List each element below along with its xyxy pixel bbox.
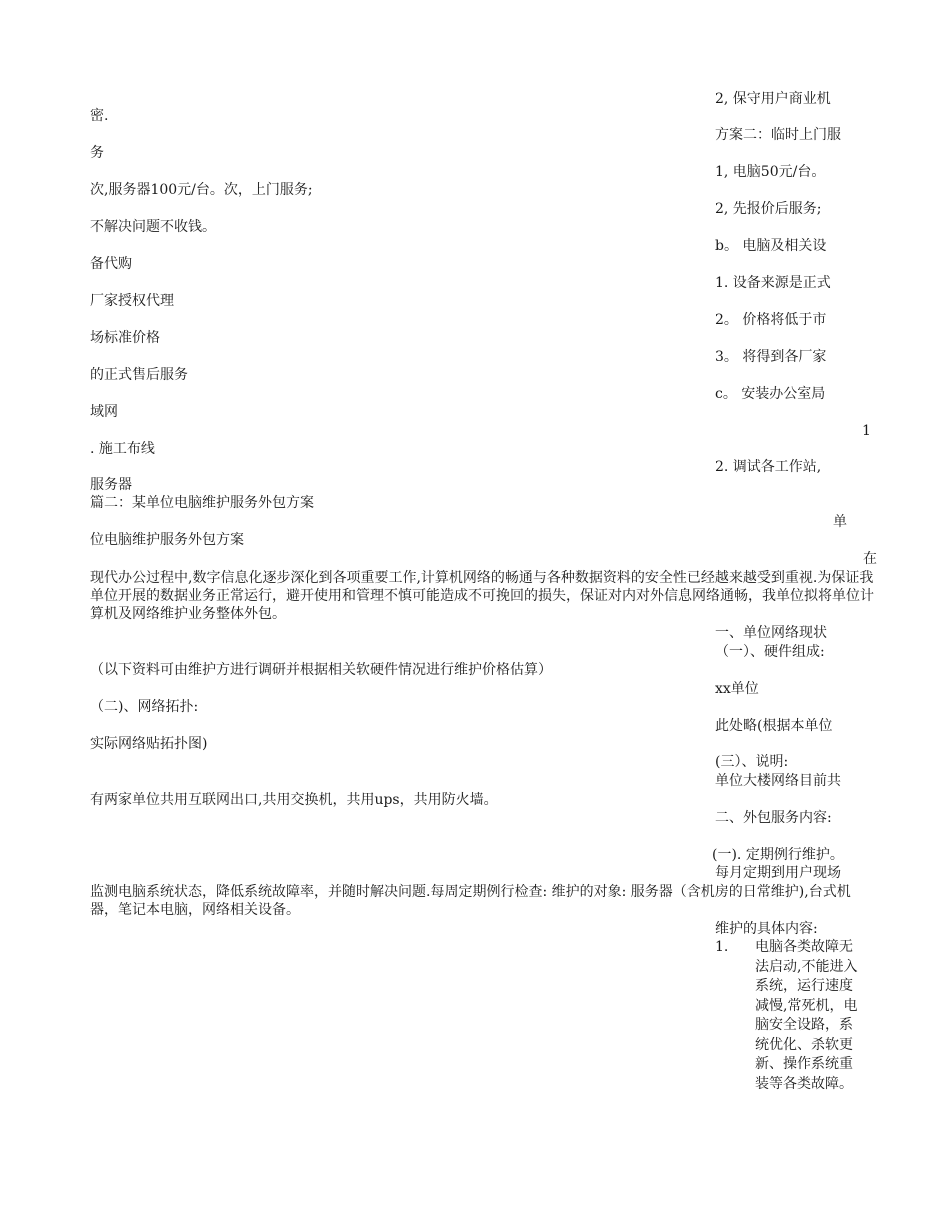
left-line-8: 的正式售后服务 [90,367,188,383]
left-line-11: 服务器 [90,477,132,493]
right-line-1: 2, 保守用户商业机 [715,91,831,107]
right-line-4: 2, 先报价后服务; [715,201,822,217]
left-line-10: . 施工布线 [90,441,155,457]
omitted-line: 此处略(根据本单位 [715,718,833,734]
heading-topology: （二)、网络拓扑: [90,699,199,715]
left-line-7: 场标准价格 [90,330,160,346]
right-line-6: 1. 设备来源是正式 [715,275,831,291]
right-line-5: b。 电脑及相关设 [715,238,827,254]
note-line: （以下资料可由维护方进行调研并根据相关软硬件情况进行维护价格估算） [90,662,552,678]
heading-network-status: 一、单位网络现状 [715,625,827,641]
right-line-7: 2。 价格将低于市 [715,312,827,328]
left-line-9: 域网 [90,404,118,420]
fragment-dan: 单 [833,514,847,530]
section-title: 篇二：某单位电脑维护服务外包方案 [90,495,314,511]
left-line-2: 务 [90,145,104,161]
shared-line: 有两家单位共用互联网出口,共用交换机，共用ups，共用防火墙。 [90,792,498,808]
left-line-5: 备代购 [90,256,132,272]
building-line: 单位大楼网络目前共 [715,773,841,789]
fragment-zai: 在 [863,551,877,567]
heading-hardware: （一）、硬件组成: [715,644,825,660]
heading-periodic: (一). 定期例行维护。 [712,847,844,863]
section-subtitle: 位电脑维护服务外包方案 [90,532,244,548]
xx-unit-line: xx单位 [715,681,759,697]
left-line-1: 密. [90,108,109,124]
list-item-number: 1. [715,939,729,955]
right-line-11: 2. 调试各工作站, [715,459,822,475]
left-line-4: 不解决问题不收钱。 [90,219,216,235]
topology-image-line: 实际网络贴拓扑图) [90,736,208,752]
list-item-text: 电脑各类故障无法启动,不能进入系统，运行速度减慢,常死机，电脑安全设路，系统优化、杀软更新、操作系统重装等各类故障。 [755,939,858,1092]
left-line-3: 次,服务器100元/台。次，上门服务; [90,182,313,198]
right-line-3: 1, 电脑50元/台。 [715,164,826,180]
heading-outsourcing: 二、外包服务内容: [715,810,832,826]
right-line-10: 1 [862,423,871,439]
heading-explain: (三）、说明: [715,754,789,770]
right-line-9: c。 安装办公室局 [715,386,826,402]
monthly-line: 每月定期到用户现场 [715,865,841,881]
heading-content: 维护的具体内容: [715,921,818,937]
right-line-2: 方案二：临时上门服 [715,127,841,143]
monitor-paragraph: 监测电脑系统状态，降低系统故障率，并随时解决问题.每周定期例行检查: 维护的对象: 服务器（含机房的日常维护),台式机器，笔记本电脑，网络相关设备。 [90,884,851,918]
left-line-6: 厂家授权代理 [90,293,174,309]
intro-paragraph: 现代办公过程中,数字信息化逐步深化到各项重要工作,计算机网络的畅通与各种数据资料的安全性已经越来越受到重视.为保证我单位开展的数据业务正常运行，避开使用和管理不慎可能造成不可挽回的损失，保证对内对外信息网络通畅，我单位拟将单位计算机及网络维护业务整体外包。 [90,570,874,622]
right-line-8: 3。 将得到各厂家 [715,349,827,365]
